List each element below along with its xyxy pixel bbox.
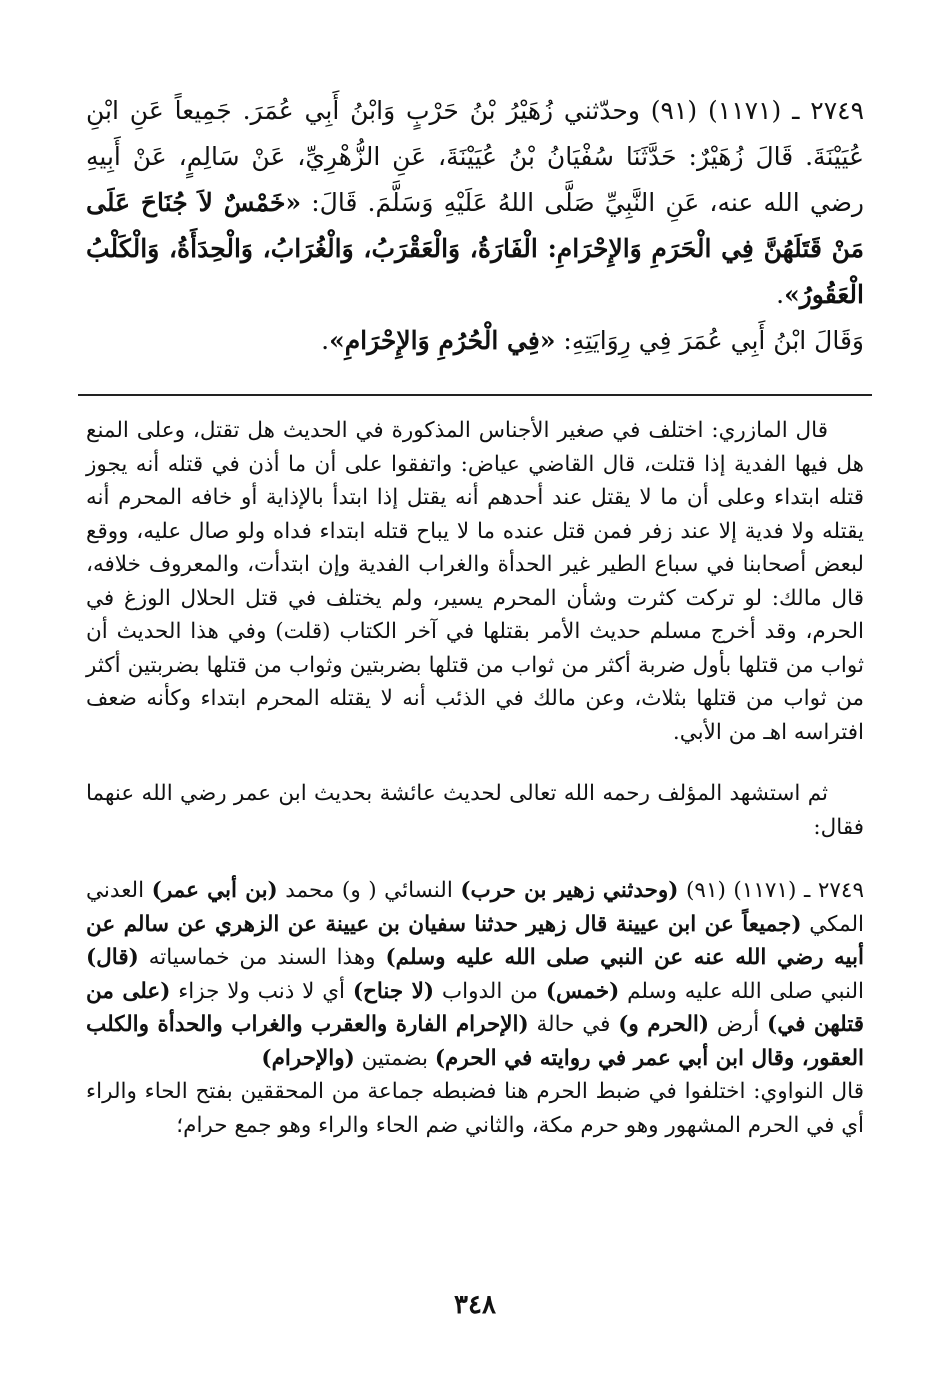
sharh-quoted-text: (الإحرام الفارة والعقرب والغراب والحدأة والكلب العقور، وقال ابن أبي عمر في روايته في الحرم) xyxy=(86,1012,864,1071)
sharh-paragraph xyxy=(86,874,864,1075)
sharh-quoted-text: (وحدثني زهير بن حرب) xyxy=(460,878,679,903)
sharh-explanation: في حالة xyxy=(528,1012,619,1037)
hadith-text xyxy=(86,88,864,364)
sharh-quoted-text: (الحرم و) xyxy=(618,1012,710,1037)
sharh-quoted-text: (لا جناح) xyxy=(352,978,435,1004)
sharh-explanation: وهذا السند من خماسياته xyxy=(138,945,386,970)
sharh-explanation: النبي صلى الله عليه وسلم xyxy=(619,978,864,1004)
sharh-quoted-text: (بن أبي عمر) xyxy=(151,878,278,903)
sharh-explanation: ٢٧٤٩ ـ (١١٧١) (٩١) xyxy=(678,878,865,903)
sharh-quoted-text: (خمس) xyxy=(545,978,620,1004)
hadith-variant: «فِي الْحُرُمِ وَالإِحْرَامِ» xyxy=(329,326,556,355)
page-body xyxy=(86,88,864,1142)
hadith-matn: «خَمْسٌ لاَ جُنَاحَ عَلَى مَنْ قَتَلَهُنَّ فِي الْحَرَمِ وَالإِحْرَامِ: الْفَارَةُ، وَالْعَقْرَبُ، وَالْغُرَابُ، وَالْحِدَأَةُ، وَالْكَلْبُ الْعَقُورُ» xyxy=(86,188,864,309)
hadith-variant-intro: وَقَالَ ابْنُ أَبِي عُمَرَ فِي رِوَايَتِهِ: xyxy=(555,326,864,355)
sharh-quoted-text: (جميعاً عن ابن عيينة قال زهير حدثنا سفيان بن عيينة عن الزهري عن سالم عن أبيه رضي الله عنه عن النبي صلى الله عليه وسلم) xyxy=(86,911,864,970)
sharh-quoted-text: (والإحرام) xyxy=(261,1045,355,1071)
sharh-explanation: أي لا ذنب ولا جزاء xyxy=(170,978,353,1004)
sharh-explanation: من الدواب xyxy=(434,978,546,1004)
hadith-chain: ٢٧٤٩ ـ (١١٧١) (٩١) وحدّثني زُهَيْرُ بْنُ حَرْبٍ وَابْنُ أَبِي عُمَرَ. جَمِيعاً عَنِ ابْنِ عُيَيْنَةَ. قَالَ زُهَيْرٌ: حَدَّثَنَا سُفْيَانُ بْنُ عُيَيْنَةَ، عَنِ الزُّهْرِيِّ، عَنْ سَالِمٍ، عَنْ أَبِيهِ رضي الله عنه، عَنِ النَّبِيِّ صَلَّى اللهُ عَلَيْهِ وَسَلَّمَ. قَالَ: xyxy=(86,96,864,217)
sharh-explanation: أرض xyxy=(709,1012,768,1037)
nawawi-commentary: قال النواوي: اختلفوا في ضبط الحرم هنا فضبطه جماعة من المحققين بفتح الحاء والراء أي في الحرم المشهور وهو حرم مكة، والثاني ضم الحاء والراء وهو جمع حرام؛ xyxy=(86,1079,864,1138)
sharh-explanation: بضمتين xyxy=(354,1045,435,1071)
sharh-explanation: النسائي ( و) محمد xyxy=(277,878,461,903)
sharh-quoted-text: (على من قتلهن في) xyxy=(86,978,865,1037)
hadith-matn-end: . xyxy=(776,280,785,309)
page-number: ٣٤٨ xyxy=(454,1290,496,1320)
hadith-variant-end: . xyxy=(321,326,330,355)
maziri-commentary: قال المازري: اختلف في صغير الأجناس المذكورة في الحديث هل تقتل، وعلى المنع هل فيها الفدية إذا قتلت، قال القاضي عياض: واتفقوا على أن ما أذن في قتله أنه يجوز قتله ابتداء وعلى أن ما لا يقتل عند أحدهم أنه يقتل إذا ابتدأ بالإذاية أو خافه المحرم أنه يقتله ولا فدية إلا عند زفر فمن قتل عنده ما لا يباح قتله ابتداء فداه ولو صال عليه، ووقع لبعض أصحابنا في سباع الطير غير الحدأة والغراب الفدية وإن ابتدأت، والمعروف خلافه، قال مالك: لو تركت كثرت وشأن المحرم يسير، ولم يختلف في قتل الحلال الوزغ في الحرم، وقد أخرج مسلم حديث الأمر بقتلها في آخر الكتاب (قلت) وفي هذا الحديث أن ثواب من قتلها بأول ضربة أكثر من ثواب من قتلها بضربتين وثواب من قتلها بضربتين أكثر من ثواب من قتلها بثلاث، وعن مالك في الذئب أنه لا يقتله المحرم ابتداء وكأنه ضعف افتراسه اهـ من الأبي. xyxy=(86,418,864,745)
sharh-quoted-text: (قال) xyxy=(86,945,139,970)
sharh-explanation: العدني المكي xyxy=(86,878,864,937)
footnote-divider xyxy=(78,394,872,396)
author-intro: ثم استشهد المؤلف رحمه الله تعالى لحديث عائشة بحديث ابن عمر رضي الله عنهما فقال: xyxy=(86,781,864,840)
